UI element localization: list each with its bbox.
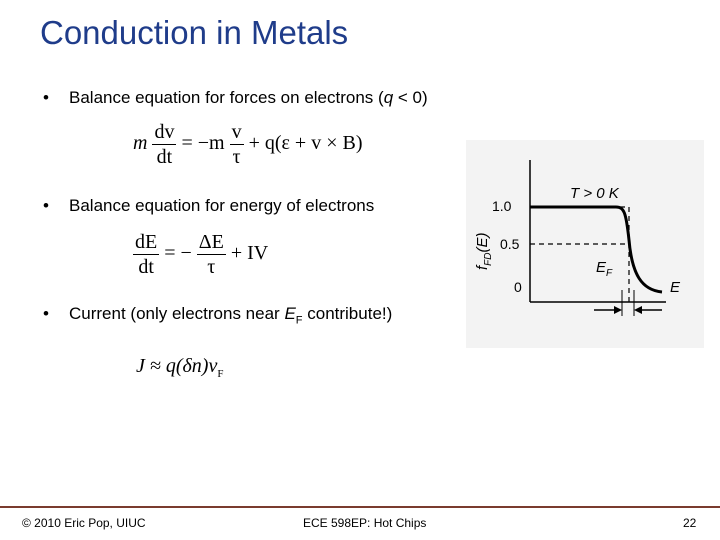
ytick-0: 0: [514, 279, 522, 295]
energy-balance-equation: $\frac{dE}{dt}$ = − $\frac{\Delta E}{\tau}$ + IV: [135, 231, 269, 278]
slide-number: 22: [683, 516, 697, 530]
fermi-dirac-curve: [530, 207, 662, 292]
bullet-marker: •: [43, 304, 49, 323]
temperature-label: T > 0 K: [570, 185, 619, 202]
width-arrowhead-left: [614, 306, 622, 314]
footer-copyright: © 2010 Eric Pop, UIUC: [22, 516, 146, 530]
force-balance-equation: m $\frac{dv}{dt}$ = −m $\frac{v}{\tau}$ + q(ε + v × B): [133, 121, 363, 168]
fermi-dirac-plot: [466, 140, 704, 348]
y-axis-label: $f_{FD}(E)$: [474, 232, 494, 270]
bullet-marker: •: [43, 88, 49, 107]
bullet-current: • Current (only electrons near $E_F$ contribute!): [43, 304, 393, 327]
bullet-energy-balance: • Balance equation for energy of electrons: [43, 196, 375, 215]
zero-temp-step-dashed: [530, 207, 629, 302]
bullet-marker: •: [43, 196, 49, 215]
footer-rule: [0, 506, 720, 508]
width-arrowhead-right: [634, 306, 642, 314]
bullet-force-balance: • Balance equation for forces on electrons (q < 0): [43, 88, 428, 107]
x-axis-label: E: [670, 279, 681, 296]
current-equation: $J \approx q(\delta n)v_F$: [136, 355, 224, 380]
slide-title: Conduction in Metals: [40, 14, 349, 51]
ytick-05: 0.5: [500, 236, 520, 252]
footer-course: ECE 598EP: Hot Chips: [303, 516, 427, 530]
fermi-dirac-svg: [466, 140, 704, 348]
ytick-1: 1.0: [492, 198, 512, 214]
fermi-energy-label: $E_F$: [596, 259, 613, 279]
